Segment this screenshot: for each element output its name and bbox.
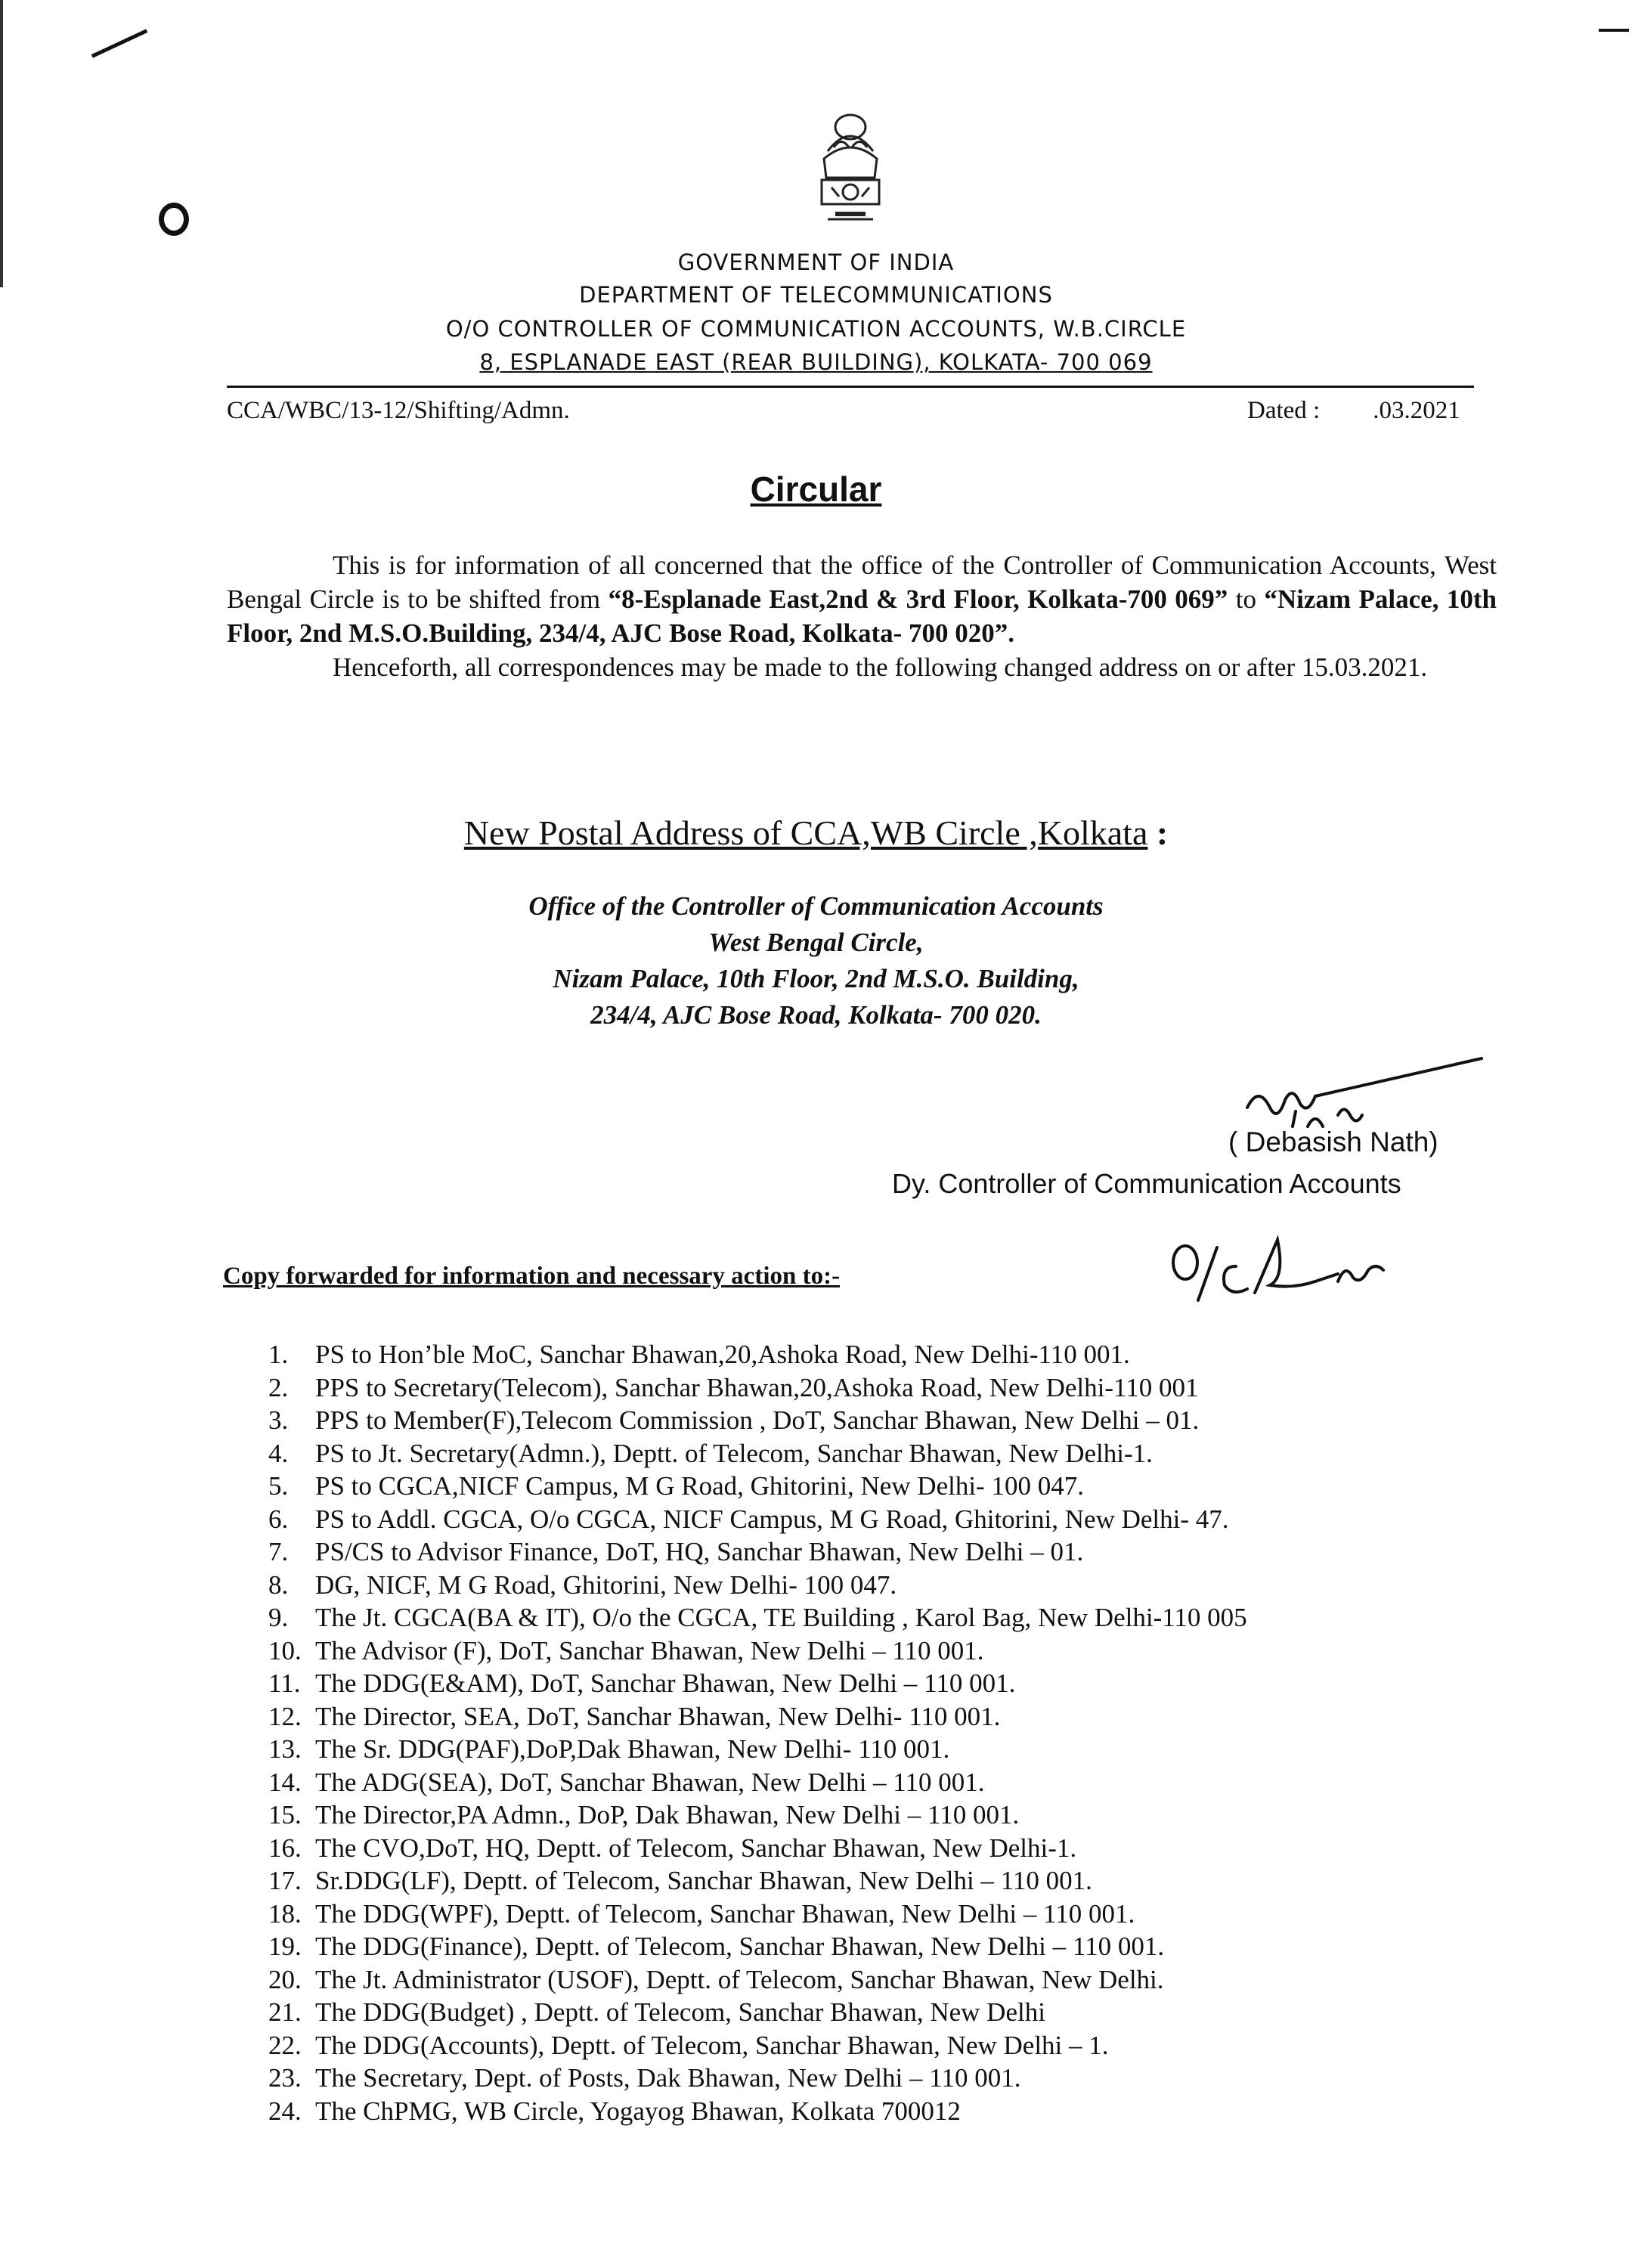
list-item: 18. The DDG(WPF), Deptt. of Telecom, Sanchar Bhawan, New Delhi – 110 001.	[268, 1898, 1135, 1929]
list-item: 17. Sr.DDG(LF), Deptt. of Telecom, Sanchar Bhawan, New Delhi – 110 001.	[268, 1866, 1092, 1895]
list-item: 21. The DDG(Budget) , Deptt. of Telecom, Sanchar Bhawan, New Delhi	[268, 1997, 1045, 2027]
list-item: 15. The Director,PA Admn., DoP, Dak Bhawan, New Delhi – 110 001.	[268, 1800, 1020, 1830]
para1-mid: to	[1228, 584, 1265, 614]
scan-dash-mark	[91, 29, 148, 57]
list-item: 3. PPS to Member(F),Telecom Commission , DoT, Sanchar Bhawan, New Delhi – 01.	[268, 1405, 1200, 1435]
list-item: 13. The Sr. DDG(PAF),DoP,Dak Bhawan, New Delhi- 110 001.	[268, 1734, 950, 1764]
copy-forwarded-heading: Copy forwarded for information and necessary action to:-	[223, 1263, 841, 1290]
handwritten-signature	[1240, 1055, 1489, 1138]
signatory-designation: Dy. Controller of Communication Accounts	[892, 1168, 1401, 1199]
letterhead-office: O/O CONTROLLER OF COMMUNICATION ACCOUNTS, W.B.CIRCLE	[445, 316, 1187, 342]
paragraph-2: Henceforth, all correspondences may be made to the following changed address on or after 15.03.2021.	[333, 652, 1428, 682]
list-item: 11. The DDG(E&AM), DoT, Sanchar Bhawan, New Delhi – 110 001.	[268, 1668, 1016, 1698]
address-line-4: 234/4, AJC Bose Road, Kolkata- 700 020.	[590, 1000, 1042, 1030]
national-emblem-icon	[805, 106, 896, 234]
dated-label: Dated :	[1247, 397, 1321, 424]
header-rule	[227, 386, 1474, 388]
para1-lead: This is for information of all concerned that the office of the Controller of Communication Accounts, West Bengal Circle is to be shifted from	[227, 550, 1497, 614]
address-line-1: Office of the Controller of Communication Accounts	[528, 891, 1104, 921]
para1-from-address: “8-Esplanade East,2nd & 3rd Floor, Kolkata-700 069”	[608, 584, 1228, 614]
para1-to-address: “Nizam Palace, 10th Floor, 2nd M.S.O.Building, 234/4, AJC Bose Road, Kolkata- 700 020”.	[227, 584, 1497, 648]
list-item: 6. PS to Addl. CGCA, O/o CGCA, NICF Campus, M G Road, Ghitorini, New Delhi- 47.	[268, 1504, 1229, 1534]
list-item: 24. The ChPMG, WB Circle, Yogayog Bhawan, Kolkata 700012	[268, 2096, 961, 2126]
new-address-block	[0, 888, 1632, 1033]
paragraph-1	[227, 548, 1497, 650]
new-address-heading-text: New Postal Address of CCA,WB Circle ,Kolkata	[463, 813, 1148, 852]
list-item: 14. The ADG(SEA), DoT, Sanchar Bhawan, New Delhi – 110 001.	[268, 1767, 985, 1797]
heading-colon: :	[1147, 813, 1169, 852]
list-item: 5. PS to CGCA,NICF Campus, M G Road, Ghitorini, New Delhi- 100 047.	[268, 1471, 1084, 1501]
address-line-3: Nizam Palace, 10th Floor, 2nd M.S.O. Building,	[553, 964, 1079, 993]
list-item: 8. DG, NICF, M G Road, Ghitorini, New Delhi- 100 047.	[268, 1569, 897, 1600]
address-line-2: West Bengal Circle,	[708, 928, 924, 957]
dated-value: .03.2021	[1373, 397, 1460, 424]
list-item: 23. The Secretary, Dept. of Posts, Dak Bhawan, New Delhi – 110 001.	[268, 2063, 1021, 2093]
list-item: 16. The CVO,DoT, HQ, Deptt. of Telecom, Sanchar Bhawan, New Delhi-1.	[268, 1833, 1077, 1863]
list-item: 1. PS to Hon’ble MoC, Sanchar Bhawan,20,Ashoka Road, New Delhi-110 001.	[268, 1340, 1130, 1369]
list-item: 10. The Advisor (F), DoT, Sanchar Bhawan, New Delhi – 110 001.	[268, 1635, 984, 1665]
new-address-heading	[0, 813, 1632, 853]
scan-corner-mark	[1599, 29, 1629, 32]
recipient-list	[268, 1338, 1553, 2127]
list-item: 22. The DDG(Accounts), Deptt. of Telecom, Sanchar Bhawan, New Delhi – 1.	[268, 2030, 1109, 2060]
page-title: Circular	[750, 469, 882, 509]
letterhead-address: 8, ESPLANADE EAST (REAR BUILDING), KOLKATA- 700 069	[479, 349, 1153, 375]
reference-number: CCA/WBC/13-12/Shifting/Admn.	[227, 397, 570, 424]
scan-edge-mark	[0, 0, 3, 287]
signatory-name: ( Debasish Nath)	[1228, 1126, 1438, 1157]
list-item: 20. The Jt. Administrator (USOF), Deptt. of Telecom, Sanchar Bhawan, New Delhi.	[268, 1964, 1164, 1994]
dated-field	[1247, 397, 1460, 425]
list-item: 19. The DDG(Finance), Deptt. of Telecom, Sanchar Bhawan, New Delhi – 110 001.	[268, 1932, 1165, 1961]
list-item: 4. PS to Jt. Secretary(Admn.), Deptt. of Telecom, Sanchar Bhawan, New Delhi-1.	[268, 1438, 1153, 1468]
punch-hole-mark	[159, 203, 189, 236]
list-item: 9. The Jt. CGCA(BA & IT), O/o the CGCA, TE Building , Karol Bag, New Delhi-110 005	[268, 1603, 1247, 1632]
letterhead-govt: GOVERNMENT OF INDIA	[677, 249, 955, 275]
handwritten-initials	[1164, 1232, 1391, 1323]
list-item: 2. PPS to Secretary(Telecom), Sanchar Bhawan,20,Ashoka Road, New Delhi-110 001	[268, 1372, 1199, 1402]
circular-body	[227, 548, 1497, 684]
list-item: 12. The Director, SEA, DoT, Sanchar Bhawan, New Delhi- 110 001.	[268, 1701, 1001, 1731]
letterhead-department: DEPARTMENT OF TELECOMMUNICATIONS	[579, 282, 1053, 308]
list-item: 7. PS/CS to Advisor Finance, DoT, HQ, Sanchar Bhawan, New Delhi – 01.	[268, 1537, 1084, 1566]
